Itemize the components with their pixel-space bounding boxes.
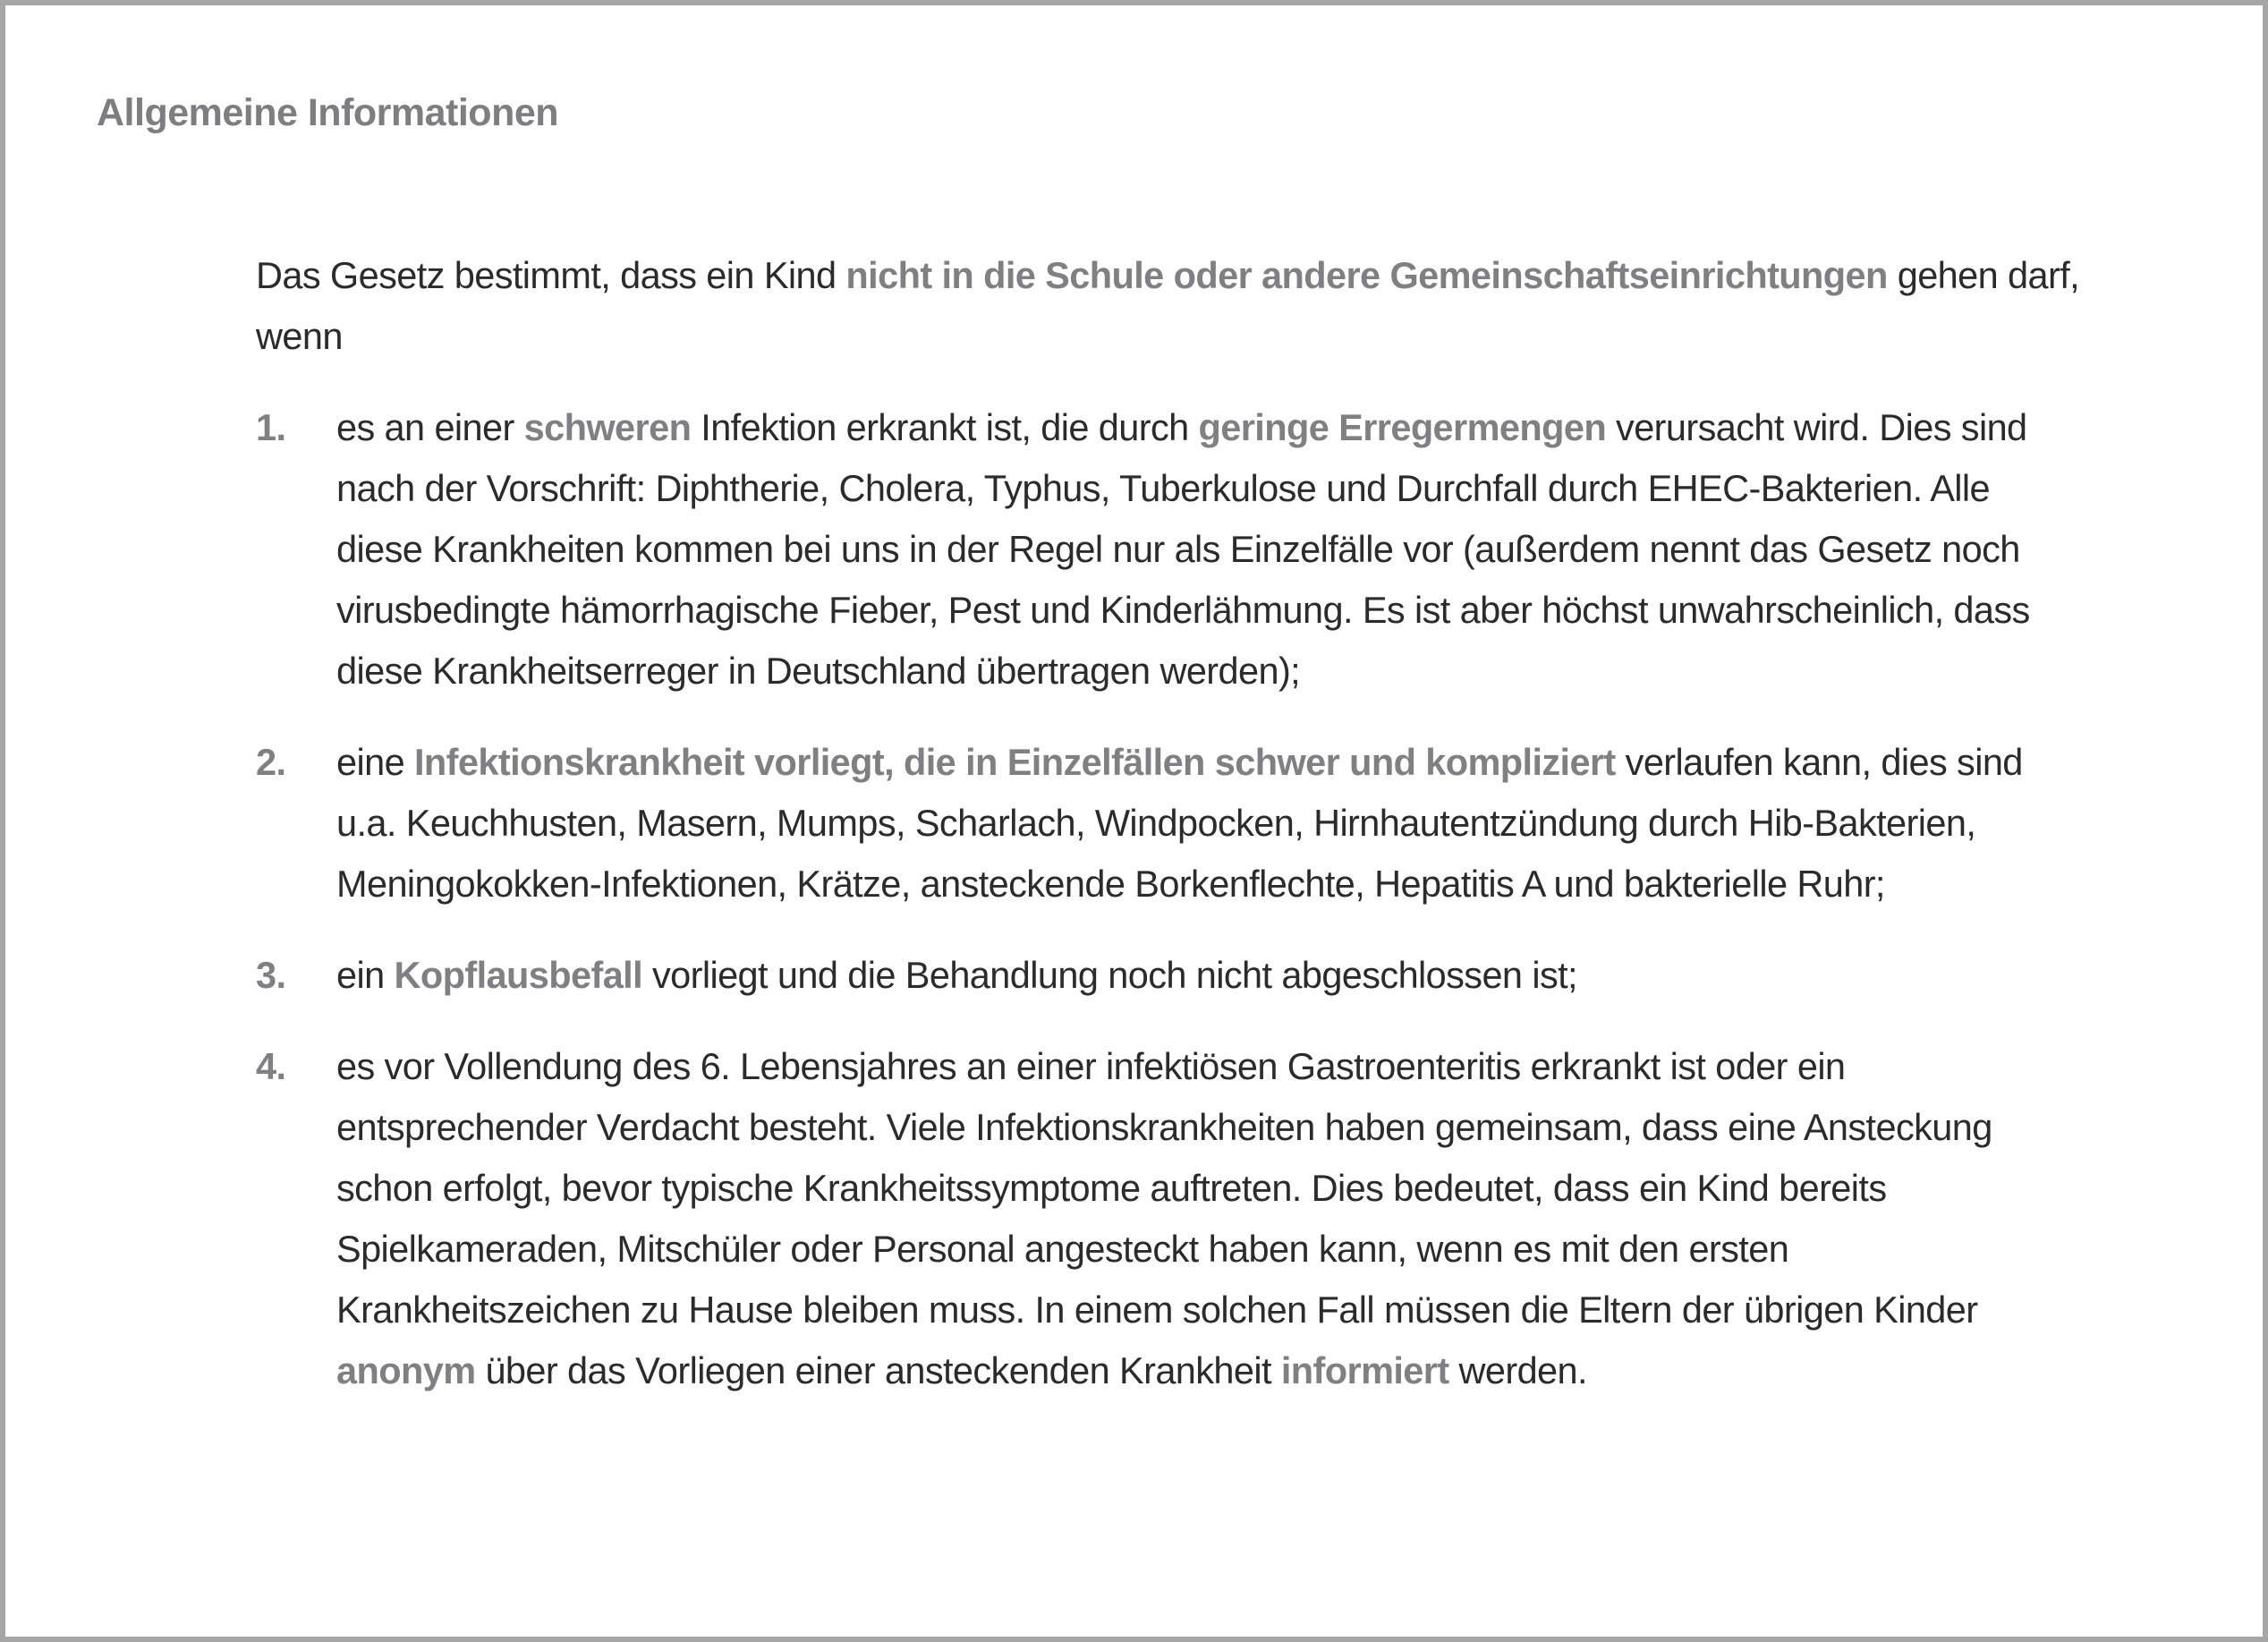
intro-text: gehen darf, wenn bbox=[256, 254, 2080, 357]
item-emphasis: Infektionskrankheit vorliegt, die in Einzelfällen schwer und kompliziert bbox=[414, 741, 1616, 783]
list-item-4 bbox=[256, 1036, 2081, 1401]
item-text: es an einer bbox=[336, 406, 524, 448]
item-text: ein bbox=[336, 954, 395, 996]
item-text: verursacht wird. Dies sind nach der Vorschrift: Diphtherie, Cholera, Typhus, Tuberkulose und Durchfall durch EHEC-Bakterien. Alle diese Krankheiten kommen bei uns in der Regel nur als Einzelfälle vor (außerdem nennt das Gesetz noch virusbedingte hämorrhagische Fieber, Pest und Kinderlähmung. Es ist aber höchst unwahrscheinlich, dass diese Krankheitserreger in Deutschland übertragen werden); bbox=[336, 406, 2030, 692]
item-emphasis: schweren bbox=[523, 406, 692, 448]
list-number: 3. bbox=[256, 954, 286, 996]
list-item-text bbox=[336, 732, 2081, 915]
intro-paragraph bbox=[256, 245, 2081, 367]
item-emphasis: anonym bbox=[336, 1349, 476, 1391]
list-number: 4. bbox=[256, 1045, 286, 1087]
item-emphasis: informiert bbox=[1280, 1349, 1449, 1391]
document-body bbox=[256, 245, 2081, 1432]
intro-text: Das Gesetz bestimmt, dass ein Kind bbox=[256, 254, 846, 296]
item-text: vorliegt und die Behandlung noch nicht abgeschlossen ist; bbox=[642, 954, 1577, 996]
list-number: 1. bbox=[256, 406, 286, 448]
item-text: über das Vorliegen einer ansteckenden Krankheit bbox=[475, 1349, 1281, 1391]
item-emphasis: geringe Erregermengen bbox=[1198, 406, 1607, 448]
item-text: Infektion erkrankt ist, die durch bbox=[691, 406, 1199, 448]
list-number: 2. bbox=[256, 741, 286, 783]
item-text: es vor Vollendung des 6. Lebensjahres an einer infektiösen Gastroenteritis erkrankt ist oder ein entsprechender Verdacht besteht. Viele Infektionskrankheiten haben gemeinsam, dass eine Ansteckung schon erfolgt, bevor typische Krankheitssymptome auftreten. Dies bedeutet, dass ein Kind bereits Spielkameraden, Mitschüler oder Personal angesteckt haben kann, wenn es mit den ersten Krankheitszeichen zu Hause bleiben muss. In einem solchen Fall müssen die Eltern der übrigen Kinder bbox=[336, 1045, 1992, 1331]
item-emphasis: Kopflausbefall bbox=[394, 954, 643, 996]
list-item-text bbox=[336, 945, 2081, 1006]
item-text: verlaufen kann, dies sind u.a. Keuchhusten, Masern, Mumps, Scharlach, Windpocken, Hirnhautentzündung durch Hib-Bakterien, Meningokokken-Infektionen, Krätze, ansteckende Borkenflechte, Hepatitis A und bakterielle Ruhr; bbox=[336, 741, 2023, 905]
list-item-2 bbox=[256, 732, 2081, 915]
page-title: Allgemeine Informationen bbox=[97, 91, 559, 134]
list-item-3 bbox=[256, 945, 2081, 1006]
list-item-text bbox=[336, 397, 2081, 702]
intro-emphasis: nicht in die Schule oder andere Gemeinschaftseinrichtungen bbox=[845, 254, 1888, 296]
conditions-list bbox=[256, 397, 2081, 1401]
list-item-text bbox=[336, 1036, 2081, 1401]
item-text: eine bbox=[336, 741, 414, 783]
item-text: werden. bbox=[1448, 1349, 1587, 1391]
list-item-1 bbox=[256, 397, 2081, 702]
